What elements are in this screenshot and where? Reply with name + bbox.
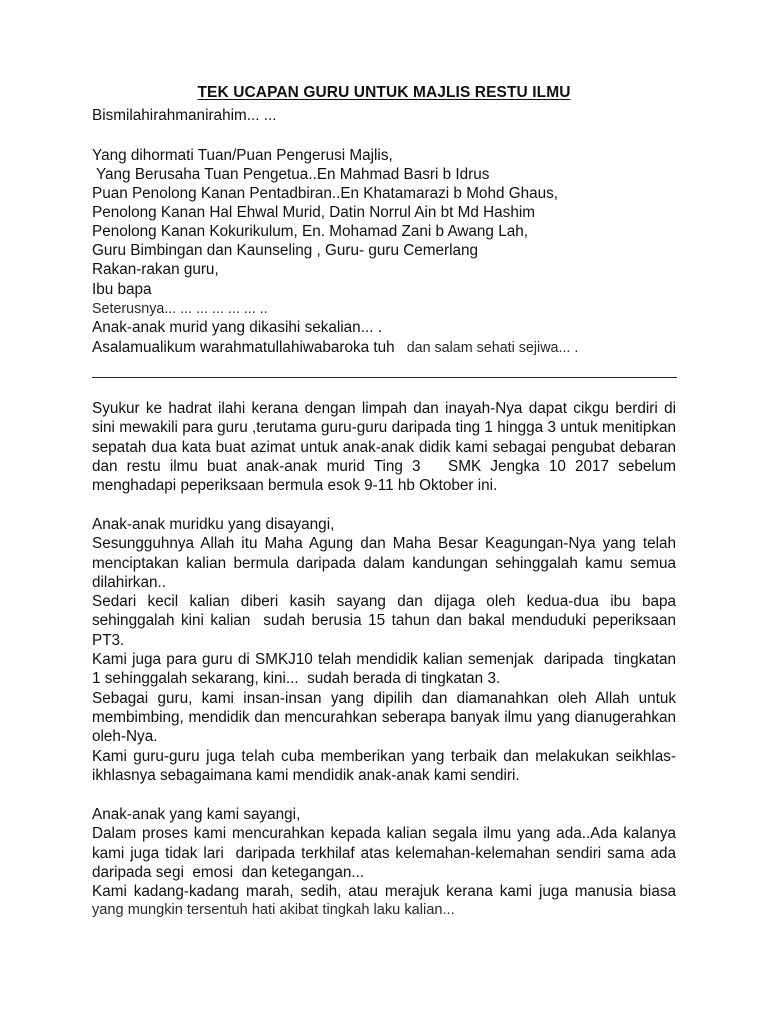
- salutation-line: Ibu bapa: [92, 281, 152, 298]
- salutation-line: Guru Bimbingan dan Kaunseling , Guru- guru Cemerlang: [92, 242, 479, 259]
- paragraph-line: Sebagai guru, kami insan-insan yang dipilih dan diamanahkan oleh Allah untuk: [92, 689, 676, 707]
- opening-line: Bismilahirahmanirahim... ...: [92, 107, 277, 124]
- salutation-line: Yang dihormati Tuan/Puan Pengerusi Majlis,: [92, 147, 393, 164]
- paragraph-line: membimbing, mendidik dan mencurahkan seberapa banyak ilmu yang dianugerahkan: [92, 708, 676, 726]
- paragraph-1: [92, 399, 676, 495]
- paragraph-line: yang mungkin tersentuh hati akibat tingkah laku kalian...: [92, 902, 455, 919]
- horizontal-rule: [92, 377, 677, 378]
- paragraph-line: oleh-Nya.: [92, 728, 158, 746]
- salutation-line: Rakan-rakan guru,: [92, 261, 219, 278]
- salam-main: Asalamualikum warahmatullahiwabaroka tuh: [92, 339, 395, 356]
- paragraph-line: Kami guru-guru juga telah cuba memberikan yang terbaik dan melakukan seikhlas-: [92, 747, 676, 765]
- paragraph-line: dan restu ilmu buat anak-anak murid Ting 3 SMK Jengka 10 2017 sebelum: [92, 457, 676, 475]
- paragraph-line: sehinggalah kini kalian sudah berusia 15 tahun dan bakal menduduki peperiksaan: [92, 612, 676, 630]
- salutation-line: Penolong Kanan Kokurikulum, En. Mohamad Zani b Awang Lah,: [92, 223, 528, 240]
- paragraph-line: Syukur ke hadrat ilahi kerana dengan limpah dan inayah-Nya dapat cikgu berdiri di: [92, 400, 676, 417]
- paragraph-line: PT3.: [92, 631, 125, 649]
- salam-tail: dan salam sehati sejiwa... .: [406, 340, 579, 356]
- paragraph-line: Kami kadang-kadang marah, sedih, atau merajuk kerana kami juga manusia biasa: [92, 883, 676, 901]
- paragraph-line: Anak-anak yang kami sayangi,: [92, 806, 301, 823]
- paragraph-line: sepatah dua kata buat azimat untuk anak-anak didik kami sebagai pengubat debaran: [92, 438, 676, 456]
- paragraph-3: [92, 805, 676, 921]
- salutation-line: Seterusnya... ... ... ... ... ... ..: [92, 301, 268, 317]
- salutation-line: Yang Berusaha Tuan Pengetua..En Mahmad Basri b Idrus: [92, 166, 490, 183]
- paragraph-line: ikhlasnya sebagaimana kami mendidik anak-anak kami sendiri.: [92, 766, 520, 784]
- paragraph-line: dilahirkan..: [92, 573, 166, 591]
- paragraph-line: daripada segi emosi dan ketegangan...: [92, 863, 365, 881]
- salutation-line: [92, 338, 578, 358]
- salutation-line: Anak-anak murid yang dikasihi sekalian... .: [92, 319, 382, 336]
- paragraph-line: Dalam proses kami mencurahkan kepada kalian segala ilmu yang ada..Ada kalanya: [92, 825, 676, 843]
- paragraph-line: sini mewakili para guru ,terutama guru-guru daripada ting 1 hingga 3 untuk menitipkan: [92, 419, 676, 437]
- paragraph-line: Sesungguhnya Allah itu Maha Agung dan Maha Besar Keagungan-Nya yang telah: [92, 535, 676, 553]
- paragraph-line: kami juga tidak lari daripada terkhilaf atas kelemahan-kelemahan sendiri sama ada: [92, 844, 676, 862]
- document-title: TEK UCAPAN GURU UNTUK MAJLIS RESTU ILMU: [197, 84, 571, 101]
- paragraph-2: [92, 515, 676, 785]
- salutation-line: Penolong Kanan Hal Ehwal Murid, Datin Norrul Ain bt Md Hashim: [92, 204, 535, 221]
- paragraph-line: 1 sehinggalah sekarang, kini... sudah berada di tingkatan 3.: [92, 670, 501, 688]
- paragraph-line: Sedari kecil kalian diberi kasih sayang dan dijaga oleh kedua-dua ibu bapa: [92, 593, 676, 611]
- paragraph-line: Kami juga para guru di SMKJ10 telah mendidik kalian semenjak daripada tingkatan: [92, 651, 676, 669]
- paragraph-line: menciptakan kalian bermula daripada dalam kandungan sehinggalah kamu semua: [92, 554, 676, 572]
- salutation-line: Puan Penolong Kanan Pentadbiran..En Khatamarazi b Mohd Ghaus,: [92, 185, 559, 202]
- paragraph-line: Anak-anak muridku yang disayangi,: [92, 516, 335, 533]
- paragraph-line: menghadapi peperiksaan bermula esok 9-11 hb Oktober ini.: [92, 477, 498, 495]
